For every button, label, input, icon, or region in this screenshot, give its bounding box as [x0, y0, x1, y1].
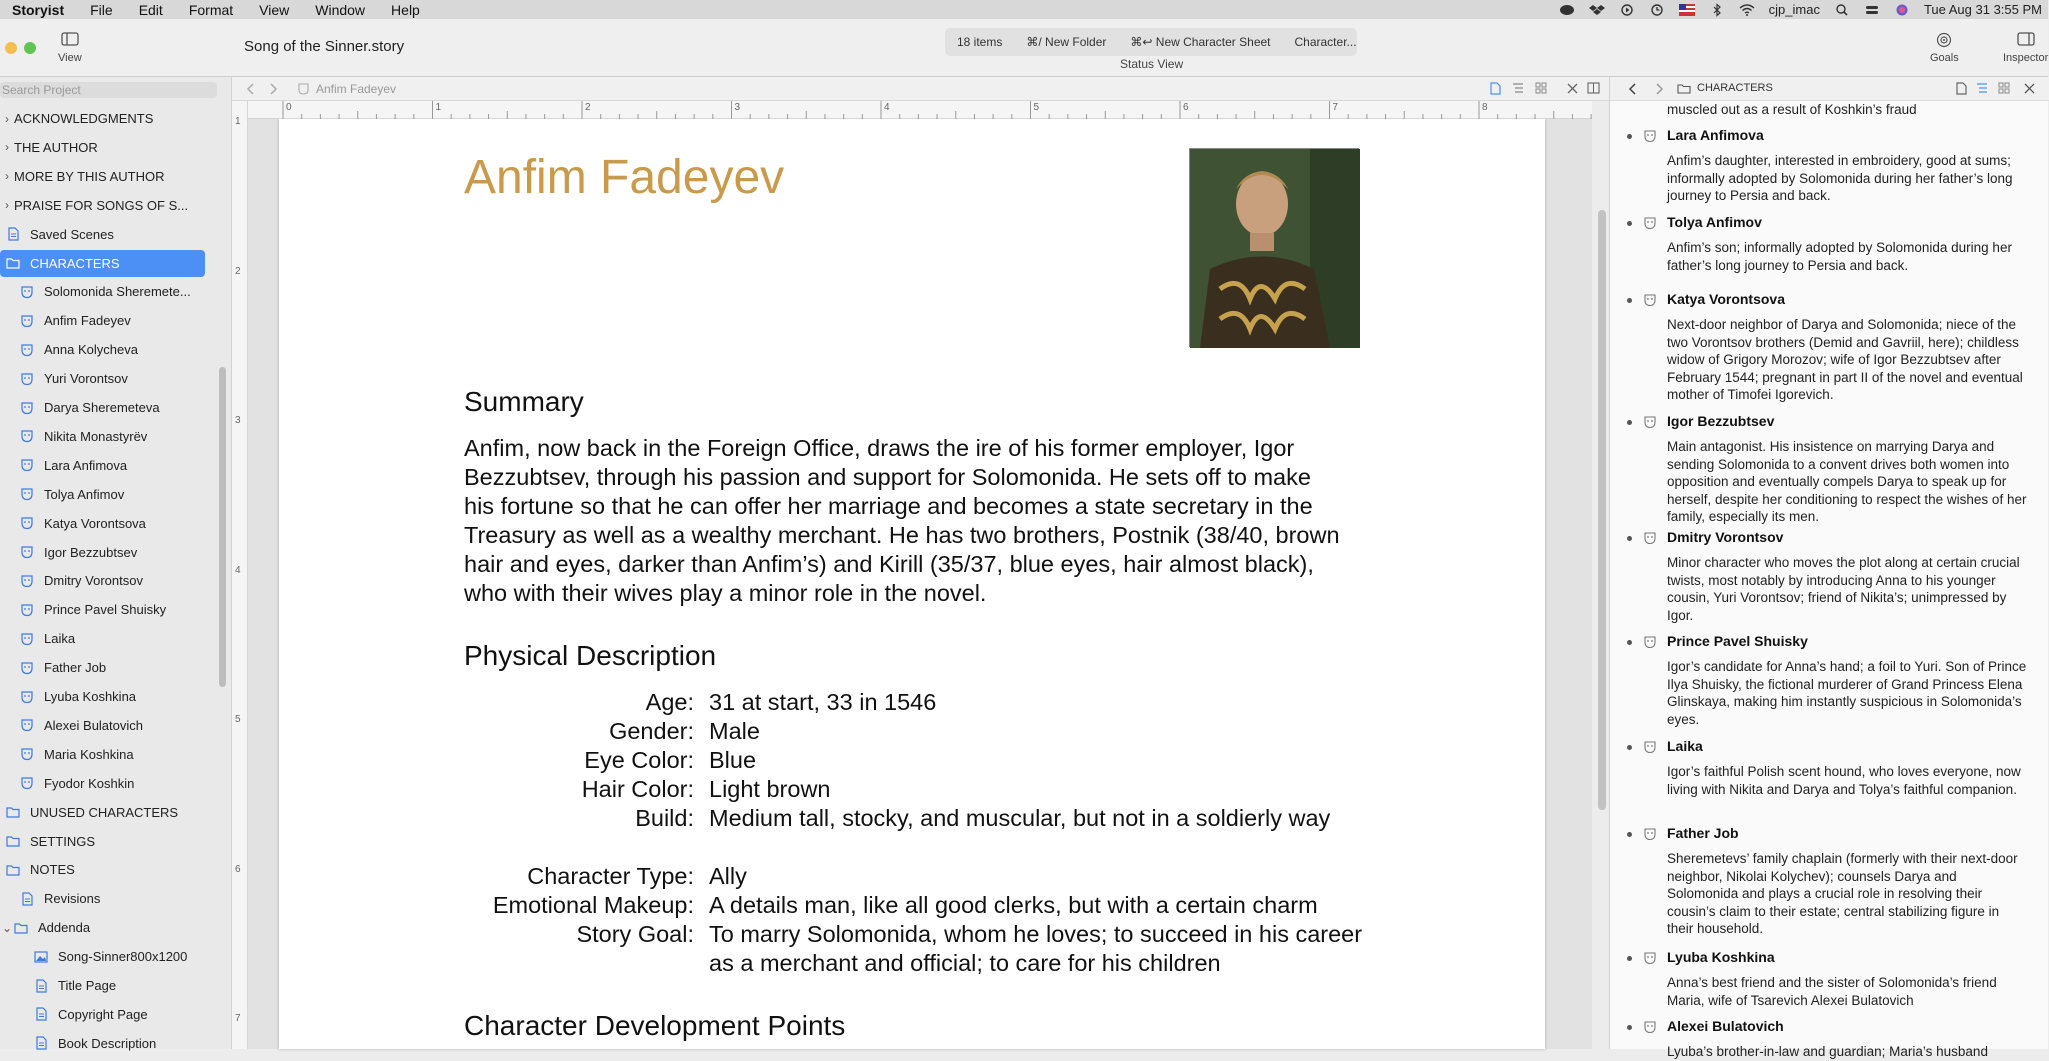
character-mask-icon: [20, 401, 34, 415]
corkboard-icon[interactable]: [1998, 82, 2010, 94]
close-icon[interactable]: [2024, 83, 2035, 94]
inspector-button-label: Inspector: [2003, 52, 2049, 64]
character-mask-icon: [20, 747, 34, 761]
folder-icon: [6, 256, 20, 270]
character-mask-icon: [1643, 293, 1657, 307]
folder-icon: [6, 805, 20, 819]
character-mask-icon: [20, 314, 34, 328]
goals-button-label: Goals: [1930, 52, 1959, 64]
physical-key[interactable]: Hair Color:: [581, 776, 694, 802]
character-mask-icon: [20, 545, 34, 559]
sidebar-item-label: Title Page: [58, 978, 117, 993]
character-mask-icon: [20, 516, 34, 530]
status-view: [945, 28, 1357, 56]
bullet-icon: [1627, 536, 1632, 541]
view-button-label: View: [58, 52, 82, 64]
chevron-down-icon[interactable]: ⌄: [1, 920, 13, 935]
character-entry-name[interactable]: Lyuba Koshkina: [1667, 949, 1775, 965]
physical-value[interactable]: A details man, like all good clerks, but with a certain charm: [709, 892, 1318, 918]
ruler-number: 6: [1183, 102, 1189, 113]
ruler-number: 7: [1332, 102, 1339, 113]
ruler-number: 8: [1482, 102, 1488, 113]
sidebar-item[interactable]: [0, 365, 205, 392]
character-mask-icon: [1643, 827, 1657, 841]
menu-file[interactable]: File: [90, 1, 113, 18]
folder-icon: [6, 834, 20, 848]
character-mask-icon: [1643, 635, 1657, 649]
character-mask-icon: [20, 603, 34, 617]
character-mask-icon: [1643, 415, 1657, 429]
sidebar-item[interactable]: [0, 1001, 205, 1028]
folder-icon: [1677, 83, 1691, 94]
character-mask-icon: [20, 776, 34, 790]
sidebar-item-label: Solomonida Sheremete...: [44, 284, 191, 300]
sidebar-item[interactable]: [0, 885, 205, 912]
forward-arrow-icon[interactable]: [1654, 83, 1664, 95]
dropbox-icon[interactable]: [1589, 4, 1605, 16]
physical-key[interactable]: Character Type:: [527, 863, 694, 889]
inspector-panel: [1609, 77, 2048, 1059]
sidebar-item-label: Nikita Monastyrëv: [44, 428, 148, 444]
sidebar-item[interactable]: [0, 452, 205, 479]
time-machine-icon[interactable]: [1649, 4, 1665, 16]
sidebar-item-label: Alexei Bulatovich: [44, 717, 143, 733]
ruler-number: 3: [734, 102, 741, 113]
sidebar-item-label: Revisions: [44, 891, 101, 907]
ruler-number: 3: [235, 415, 241, 426]
character-entry-name[interactable]: Father Job: [1667, 825, 1739, 841]
sidebar-item-label: NOTES: [30, 862, 75, 878]
menu-extras: [1559, 0, 2048, 19]
project-sidebar: [0, 77, 232, 1049]
character-entry-name[interactable]: Tolya Anfimov: [1667, 214, 1762, 230]
character-sheet-icon: [297, 82, 310, 95]
character-mask-icon: [20, 487, 34, 501]
sidebar-item-label: Maria Koshkina: [44, 746, 134, 762]
clock[interactable]: Tue Aug 31 3:55 PM: [1923, 2, 2042, 17]
character-entry-name[interactable]: Dmitry Vorontsov: [1667, 529, 1784, 545]
character-entry-description[interactable]: Next-door neighbor of Darya and Solomonida; niece of the two Vorontsov brothers (Demid and Gavriil, here); childless widow of Grigory Morozov; wife of Igor Bezzubtsev after February 1544; pregnant in part II of the novel and eventual mother of Timofei Igorevich.: [1667, 317, 2023, 402]
physical-key[interactable]: Age:: [645, 689, 694, 715]
horizontal-ruler[interactable]: [232, 101, 1592, 119]
character-mask-icon: [1643, 740, 1657, 754]
menu-edit[interactable]: Edit: [138, 1, 163, 18]
ruler-number: 1: [435, 102, 442, 113]
search-icon[interactable]: [1834, 4, 1850, 16]
sidebar-item[interactable]: [0, 307, 205, 334]
physical-key[interactable]: Gender:: [609, 718, 694, 744]
ruler-number: 5: [235, 714, 241, 725]
bluetooth-icon[interactable]: [1709, 4, 1725, 16]
character-portrait[interactable]: [1189, 148, 1359, 347]
physical-value[interactable]: Medium tall, stocky, and muscular, but not in a soldierly way: [709, 805, 1331, 831]
character-entry-description[interactable]: Minor character who moves the plot along at certain crucial twists, most notably by introducing Anna to his younger cousin, Yuri Vorontsov; friend of Nikita’s; unimpressed by Igor.: [1667, 555, 2020, 623]
play-icon[interactable]: [1619, 4, 1635, 16]
character-entry-description[interactable]: Anfim’s son; informally adopted by Solomonida during her father’s long journey to Persia and back.: [1667, 240, 2012, 273]
sidebar-item[interactable]: [0, 828, 205, 855]
siri-icon[interactable]: [1894, 4, 1910, 16]
inspector-nav-bar: [1610, 77, 2049, 101]
physical-value[interactable]: Male: [709, 718, 760, 744]
character-entry-description[interactable]: Igor’s candidate for Anna’s hand; a foil to Yuri. Son of Prince Ilya Shuisky, the fictional murderer of Grand Princess Elena Glinskaya, making him instantly suspicious in Solomonida’s eyes.: [1667, 659, 2027, 727]
sidebar-item-label: ACKNOWLEDGMENTS: [14, 111, 154, 126]
sidebar-item-label: Lara Anfimova: [44, 457, 128, 473]
sidebar-item[interactable]: [0, 394, 205, 421]
sidebar-item[interactable]: [0, 221, 205, 248]
character-entry-description[interactable]: Igor’s faithful Polish scent hound, who loves everyone, now living with Nikita and Darya and Tolya’s faithful companion.: [1667, 764, 2021, 797]
wifi-icon[interactable]: [1739, 4, 1755, 16]
back-arrow-icon[interactable]: [1628, 83, 1638, 95]
physical-value[interactable]: 31 at start, 33 in 1546: [709, 689, 937, 715]
document-icon: [34, 1036, 48, 1050]
chevron-right-icon[interactable]: ›: [5, 140, 9, 155]
sidebar-item-label: Anfim Fadeyev: [44, 313, 131, 329]
bullet-icon: [1627, 640, 1632, 645]
character-mask-icon: [20, 574, 34, 588]
sidebar-item-label: CHARACTERS: [30, 255, 120, 271]
close-icon[interactable]: [1567, 83, 1578, 94]
menu-view[interactable]: View: [259, 1, 290, 18]
character-entry-description[interactable]: Anfim’s daughter, interested in embroidery, good at sums; informally adopted by Solomonida during her father’s long journey to Persia and back.: [1667, 153, 2013, 203]
forward-arrow-icon[interactable]: [268, 83, 278, 95]
sidebar-item-label: Copyright Page: [58, 1006, 148, 1022]
new-character-sheet-button[interactable]: ⌘↩ New Character Sheet: [1130, 35, 1271, 49]
app-menu[interactable]: Storyist: [12, 1, 65, 18]
sidebar-item[interactable]: [0, 654, 205, 681]
status-view-label: Status View: [1120, 57, 1184, 71]
sidebar-item-label: Tolya Anfimov: [44, 486, 125, 502]
outline-icon[interactable]: [1512, 83, 1524, 94]
sidebar-item[interactable]: [0, 596, 205, 623]
ruler-number: 2: [585, 102, 591, 113]
outline-icon[interactable]: [1976, 83, 1988, 94]
character-mask-icon: [20, 429, 34, 443]
menu-help[interactable]: Help: [391, 1, 420, 18]
physical-key[interactable]: Build:: [635, 805, 694, 831]
inspector-button[interactable]: [2003, 32, 2048, 64]
character-entry-name[interactable]: Laika: [1667, 738, 1703, 754]
character-entry-name[interactable]: Igor Bezzubtsev: [1667, 413, 1775, 429]
sidebar-item-label: Anna Kolycheva: [44, 342, 138, 358]
control-center-icon[interactable]: [1864, 4, 1880, 16]
sidebar-item-label: PRAISE FOR SONGS OF S...: [14, 197, 189, 213]
document-icon: [6, 227, 20, 241]
user-name[interactable]: cjp_imac: [1768, 2, 1820, 17]
sidebar-item[interactable]: [0, 134, 205, 161]
sidebar-item[interactable]: [0, 625, 205, 652]
bullet-icon: [1627, 1025, 1632, 1030]
editor-scrollbar[interactable]: [1598, 210, 1606, 810]
document-title: Song of the Sinner.story: [244, 38, 405, 55]
sidebar-item-label: Prince Pavel Shuisky: [44, 602, 167, 618]
inspector-breadcrumb[interactable]: CHARACTERS: [1697, 82, 1773, 94]
sidebar-item[interactable]: [0, 914, 205, 941]
physical-value[interactable]: Blue: [709, 747, 757, 773]
corkboard-icon[interactable]: [1535, 82, 1547, 94]
creative-cloud-icon[interactable]: [1559, 4, 1575, 16]
split-view-icon[interactable]: [1587, 82, 1600, 94]
bullet-icon: [1627, 221, 1632, 226]
physical-key[interactable]: Emotional Makeup:: [492, 892, 694, 918]
character-name-title[interactable]: Anfim Fadeyev: [464, 151, 785, 204]
sidebar-item-label: Lyuba Koshkina: [44, 689, 137, 704]
us-flag-icon[interactable]: [1679, 4, 1695, 16]
minimize-button[interactable]: [5, 42, 17, 54]
chevron-right-icon[interactable]: ›: [5, 198, 9, 213]
character-entry-name[interactable]: Lara Anfimova: [1667, 127, 1764, 143]
sidebar-item[interactable]: [0, 567, 205, 594]
editor-nav-bar: [232, 77, 1609, 101]
sidebar-item[interactable]: [0, 539, 205, 566]
sidebar-item[interactable]: [0, 712, 205, 739]
sidebar-item-label: Fyodor Koshkin: [44, 775, 135, 791]
ruler-number: 4: [884, 102, 890, 113]
search-field[interactable]: Search Project: [0, 82, 217, 98]
development-points-heading[interactable]: Character Development Points: [464, 1010, 846, 1041]
sidebar-item-label: Katya Vorontsova: [44, 515, 146, 531]
sidebar-item[interactable]: [0, 856, 205, 883]
image-icon: [34, 950, 48, 964]
sidebar-item-label: Laika: [44, 631, 76, 647]
character-menu-button[interactable]: Character...: [1294, 35, 1357, 49]
chevron-right-icon[interactable]: ›: [5, 169, 9, 184]
bullet-icon: [1627, 956, 1632, 961]
physical-key[interactable]: Story Goal:: [576, 921, 694, 947]
sidebar-item-label: Song-Sinner800x1200: [58, 949, 188, 965]
bullet-icon: [1627, 832, 1632, 837]
folder-icon: [6, 863, 20, 877]
entry-fragment: muscled out as a result of Koshkin’s fraud: [1667, 102, 1917, 117]
sidebar-toggle-icon: [61, 32, 79, 46]
physical-key[interactable]: Eye Color:: [584, 747, 694, 773]
bullet-icon: [1627, 745, 1632, 750]
sidebar-item[interactable]: [0, 336, 205, 363]
bullet-icon: [1627, 420, 1632, 425]
document-icon[interactable]: [1955, 82, 1967, 95]
ruler-number: 5: [1033, 102, 1040, 113]
sidebar-item[interactable]: [0, 105, 205, 132]
character-mask-icon: [1643, 1020, 1657, 1034]
ruler-number: 7: [235, 1013, 241, 1024]
new-folder-button[interactable]: ⌘/ New Folder: [1026, 35, 1107, 49]
portrait-image: [1190, 149, 1360, 348]
chevron-right-icon[interactable]: ›: [5, 111, 9, 126]
vertical-ruler[interactable]: [232, 101, 248, 1049]
bullet-icon: [1627, 134, 1632, 139]
sidebar-scrollbar[interactable]: [219, 367, 226, 687]
view-button[interactable]: [58, 32, 82, 64]
character-mask-icon: [20, 458, 34, 472]
sidebar-item[interactable]: [0, 972, 205, 999]
character-entry-description[interactable]: Anna’s best friend and the sister of Solomonida’s friend Maria, wife of Tsarevich Alexei Bulatovich: [1667, 975, 1997, 1008]
character-mask-icon: [20, 372, 34, 386]
character-entry-description[interactable]: Sheremetevs’ family chaplain (formerly with their next-door neighbor, Nikolai Kolychev); counsels Darya and Solomonida and plays a crucial role in resolving their cousin’s claim to their estate; central stabilizing figure in their household.: [1667, 851, 2018, 936]
sidebar-item[interactable]: [0, 510, 205, 537]
bullet-icon: [1627, 298, 1632, 303]
sidebar-item-label: Yuri Vorontsov: [44, 371, 128, 387]
sidebar-item[interactable]: [0, 1030, 205, 1057]
character-entry-name[interactable]: Katya Vorontsova: [1667, 291, 1785, 307]
menu-bar: [0, 0, 2048, 19]
sidebar-item-label: Father Job: [44, 660, 107, 676]
sidebar-item-label: Dmitry Vorontsov: [44, 573, 143, 589]
menu-window[interactable]: Window: [315, 1, 366, 18]
character-mask-icon: [20, 343, 34, 357]
sidebar-item-label: Igor Bezzubtsev: [44, 544, 138, 560]
character-mask-icon: [1643, 216, 1657, 230]
ruler-number: 6: [235, 863, 241, 875]
editor-breadcrumb[interactable]: Anfim Fadeyev: [316, 82, 397, 96]
physical-value[interactable]: Ally: [709, 863, 747, 889]
sidebar-item[interactable]: [0, 481, 205, 508]
document-icon: [20, 892, 34, 906]
sidebar-item[interactable]: [0, 278, 205, 305]
character-mask-icon: [20, 661, 34, 675]
sidebar-item[interactable]: [0, 192, 205, 219]
items-count: 18 items: [957, 35, 1003, 49]
summary-text[interactable]: Anfim, now back in the Foreign Office, draws the ire of his former employer, Igor Bezzubtsev, through his passion and support for Solomonida. He sets off to make his fortune so that he can offer her marriage and becomes a state secretary in the Treasury as well as a wealthy merchant. He has two brothers, Postnik (38/40, brown hair and eyes, darker than Anfim’s) and Kirill (35/37, blue eyes, hair almost black), who with their wives play a minor role in the novel.: [464, 435, 1340, 606]
character-entry-name[interactable]: Alexei Bulatovich: [1667, 1018, 1784, 1034]
menu-format[interactable]: Format: [188, 1, 234, 18]
sidebar-item-label: Book Description: [58, 1035, 157, 1051]
sidebar-item[interactable]: [0, 163, 205, 190]
document-icon[interactable]: [1489, 82, 1501, 95]
character-mask-icon: [1643, 951, 1657, 965]
goals-button[interactable]: [1930, 32, 1959, 64]
sidebar-item[interactable]: [0, 799, 205, 826]
summary-heading[interactable]: Summary: [464, 386, 584, 417]
inspector-panel-icon: [2017, 32, 2035, 46]
back-arrow-icon[interactable]: [246, 83, 256, 95]
character-mask-icon: [1643, 129, 1657, 143]
ruler-number: 1: [235, 116, 241, 127]
character-entry-description[interactable]: Main antagonist. His insistence on marrying Darya and sending Solomonida to a convent drives both women into opposition and eventually compels Darya to speak up for herself, despite her conditioning to respect the wishes of her family, especially its men.: [1667, 439, 2027, 524]
sidebar-item-label: SETTINGS: [30, 833, 96, 849]
sidebar-item-label: Darya Sheremeteva: [44, 400, 160, 415]
sidebar-item-label: UNUSED CHARACTERS: [30, 804, 179, 820]
physical-description-heading[interactable]: Physical Description: [464, 640, 717, 671]
ruler-number: 2: [235, 265, 241, 277]
character-entry-description[interactable]: Lyuba’s brother-in-law and guardian; Maria’s husband: [1667, 1044, 1988, 1059]
character-mask-icon: [20, 632, 34, 646]
sidebar-item[interactable]: [0, 770, 205, 797]
ruler-number: 0: [286, 102, 292, 113]
document-icon: [34, 979, 48, 993]
physical-value[interactable]: To marry Solomonida, whom he loves; to succeed in his career as a merchant and official; to care for his children: [709, 921, 1363, 976]
sidebar-item[interactable]: [0, 741, 205, 768]
character-mask-icon: [20, 285, 34, 299]
zoom-button[interactable]: [24, 42, 36, 54]
character-mask-icon: [20, 718, 34, 732]
sidebar-item[interactable]: [0, 943, 205, 970]
sidebar-item-label: Saved Scenes: [30, 226, 114, 242]
sidebar-item-label: MORE BY THIS AUTHOR: [14, 168, 165, 184]
sidebar-item[interactable]: [0, 423, 205, 450]
character-mask-icon: [1643, 531, 1657, 545]
character-mask-icon: [20, 690, 34, 704]
sidebar-item-label: THE AUTHOR: [14, 139, 98, 155]
document-icon: [34, 1007, 48, 1021]
ruler-number: 4: [235, 564, 241, 576]
sidebar-item[interactable]: [0, 250, 205, 277]
physical-value[interactable]: Light brown: [709, 776, 831, 802]
character-entry-name[interactable]: Prince Pavel Shuisky: [1667, 633, 1808, 649]
sidebar-item[interactable]: [0, 683, 205, 710]
open-folder-icon: [14, 921, 28, 935]
sidebar-item-label: Addenda: [38, 920, 91, 936]
target-icon: [1936, 32, 1952, 48]
